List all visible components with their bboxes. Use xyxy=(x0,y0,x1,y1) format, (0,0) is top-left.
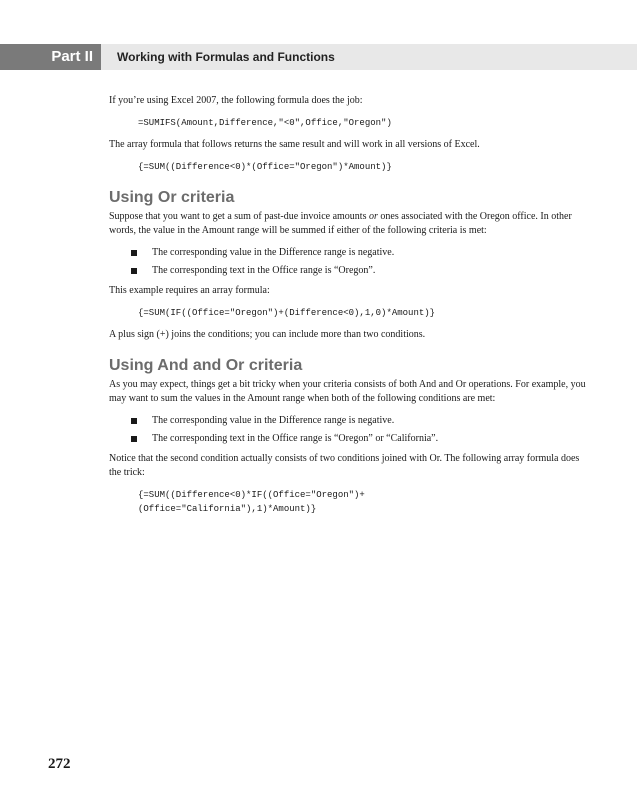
bullet-square-icon xyxy=(131,250,137,256)
emphasis-or: or xyxy=(368,211,378,222)
intro-paragraph: If you’re using Excel 2007, the following formula does the job: xyxy=(109,95,363,106)
list-item xyxy=(109,414,589,428)
bullet-square-icon xyxy=(131,418,137,424)
chapter-title: Working with Formulas and Functions xyxy=(117,50,335,64)
second-condition-paragraph: Notice that the second condition actually consists of two conditions joined with Or. The following array formula does the trick: xyxy=(109,453,580,478)
heading-and-or-criteria: Using And and Or criteria xyxy=(109,357,303,374)
code-sumifs: =SUMIFS(Amount,Difference,"<0",Office,"Oregon") xyxy=(138,118,392,128)
list-item-text: The corresponding text in the Office range is “Oregon” or “California”. xyxy=(152,433,439,444)
and-or-criteria-list xyxy=(109,414,589,446)
page-number: 272 xyxy=(48,756,71,772)
running-header xyxy=(0,44,637,70)
list-item-text: The corresponding value in the Difference range is negative. xyxy=(152,415,395,426)
array-required-paragraph: This example requires an array formula: xyxy=(109,285,270,296)
code-array-and: {=SUM((Difference<0)*(Office="Oregon")*Amount)} xyxy=(138,162,392,172)
bullet-square-icon xyxy=(131,436,137,442)
code-and-or-line-2: (Office="California"),1)*Amount)} xyxy=(138,504,317,514)
page-content xyxy=(109,94,589,524)
or-criteria-list xyxy=(109,246,589,278)
array-formula-paragraph: The array formula that follows returns the same result and will work in all versions of Excel. xyxy=(109,139,480,150)
part-label: Part II xyxy=(0,44,101,70)
code-and-or-line-1: {=SUM((Difference<0)*IF((Office="Oregon")+ xyxy=(138,490,365,500)
heading-or-criteria: Using Or criteria xyxy=(109,189,235,206)
plus-sign-paragraph: A plus sign (+) joins the conditions; you can include more than two conditions. xyxy=(109,329,426,340)
or-criteria-paragraph xyxy=(109,210,589,238)
list-item-text: The corresponding value in the Difference range is negative. xyxy=(152,247,395,258)
code-array-or: {=SUM(IF((Office="Oregon")+(Difference<0),1,0)*Amount)} xyxy=(138,308,436,318)
bullet-square-icon xyxy=(131,268,137,274)
text-segment: ones associated with the Oregon office. In other words, the value in the Amount range will be summed if either of the following criteria is met: xyxy=(109,211,572,236)
list-item-text: The corresponding text in the Office range is “Oregon”. xyxy=(152,265,376,276)
list-item xyxy=(109,264,589,278)
text-segment: Suppose that you want to get a sum of past-due invoice amounts xyxy=(109,211,369,222)
list-item xyxy=(109,432,589,446)
list-item xyxy=(109,246,589,260)
and-or-paragraph: As you may expect, things get a bit tricky when your criteria consists of both And and Or operations. For example, you may want to sum the values in the Amount range when both of the following conditions are met: xyxy=(109,379,586,404)
